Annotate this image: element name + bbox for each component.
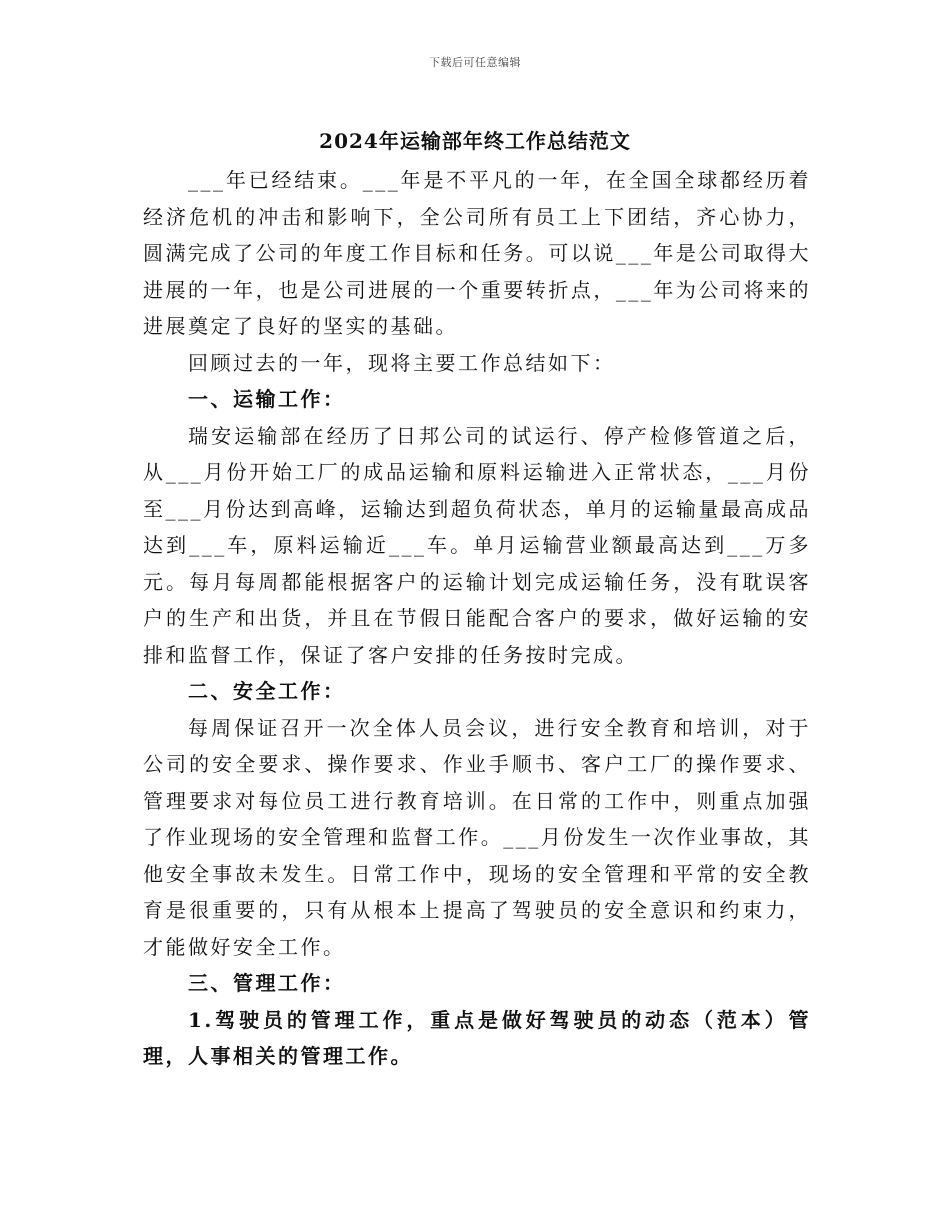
header-note: 下载后可任意编辑 [429, 56, 521, 69]
document-body [143, 162, 811, 1075]
review-paragraph: 回顾过去的一年，现将主要工作总结如下： [188, 350, 616, 375]
document-title: 2024年运输部年终工作总结范文 [319, 129, 631, 153]
management-item-1: 1.驾驶员的管理工作，重点是做好驾驶员的动态（范本）管理，人事相关的管理工作。 [143, 1007, 811, 1068]
section-heading-management: 三、管理工作： [188, 971, 346, 995]
intro-paragraph: ___年已经结束。___年是不平凡的一年，在全国全球都经历着经济危机的冲击和影响下，全公司所有员工上下团结，齐心协力，圆满完成了公司的年度工作目标和任务。可以说___年是公司取得大进展的一年，也是公司进展的一个重要转折点，___年为公司将来的进展奠定了良好的坚实的基础。 [143, 168, 811, 338]
transport-paragraph: 瑞安运输部在经历了日邦公司的试运行、停产检修管道之后，从___月份开始工厂的成品运输和原料运输进入正常状态，___月份至___月份达到高峰，运输达到超负荷状态，单月的运输量最高成品达到___车，原料运输近___车。单月运输营业额最高达到___万多元。每月每周都能根据客户的运输计划完成运输任务，没有耽误客户的生产和出货，并且在节假日能配合客户的要求，做好运输的安排和监督工作，保证了客户安排的任务按时完成。 [143, 423, 811, 667]
safety-paragraph: 每周保证召开一次全体人员会议，进行安全教育和培训，对于公司的安全要求、操作要求、作业手顺书、客户工厂的操作要求、管理要求对每位员工进行教育培训。在日常的工作中，则重点加强了作业现场的安全管理和监督工作。___月份发生一次作业事故，其他安全事故未发生。日常工作中，现场的安全管理和平常的安全教育是很重要的，只有从根本上提高了驾驶员的安全意识和约束力，才能做好安全工作。 [143, 715, 811, 959]
section-heading-transport: 一、运输工作： [188, 387, 346, 411]
section-heading-safety: 二、安全工作： [188, 679, 346, 703]
